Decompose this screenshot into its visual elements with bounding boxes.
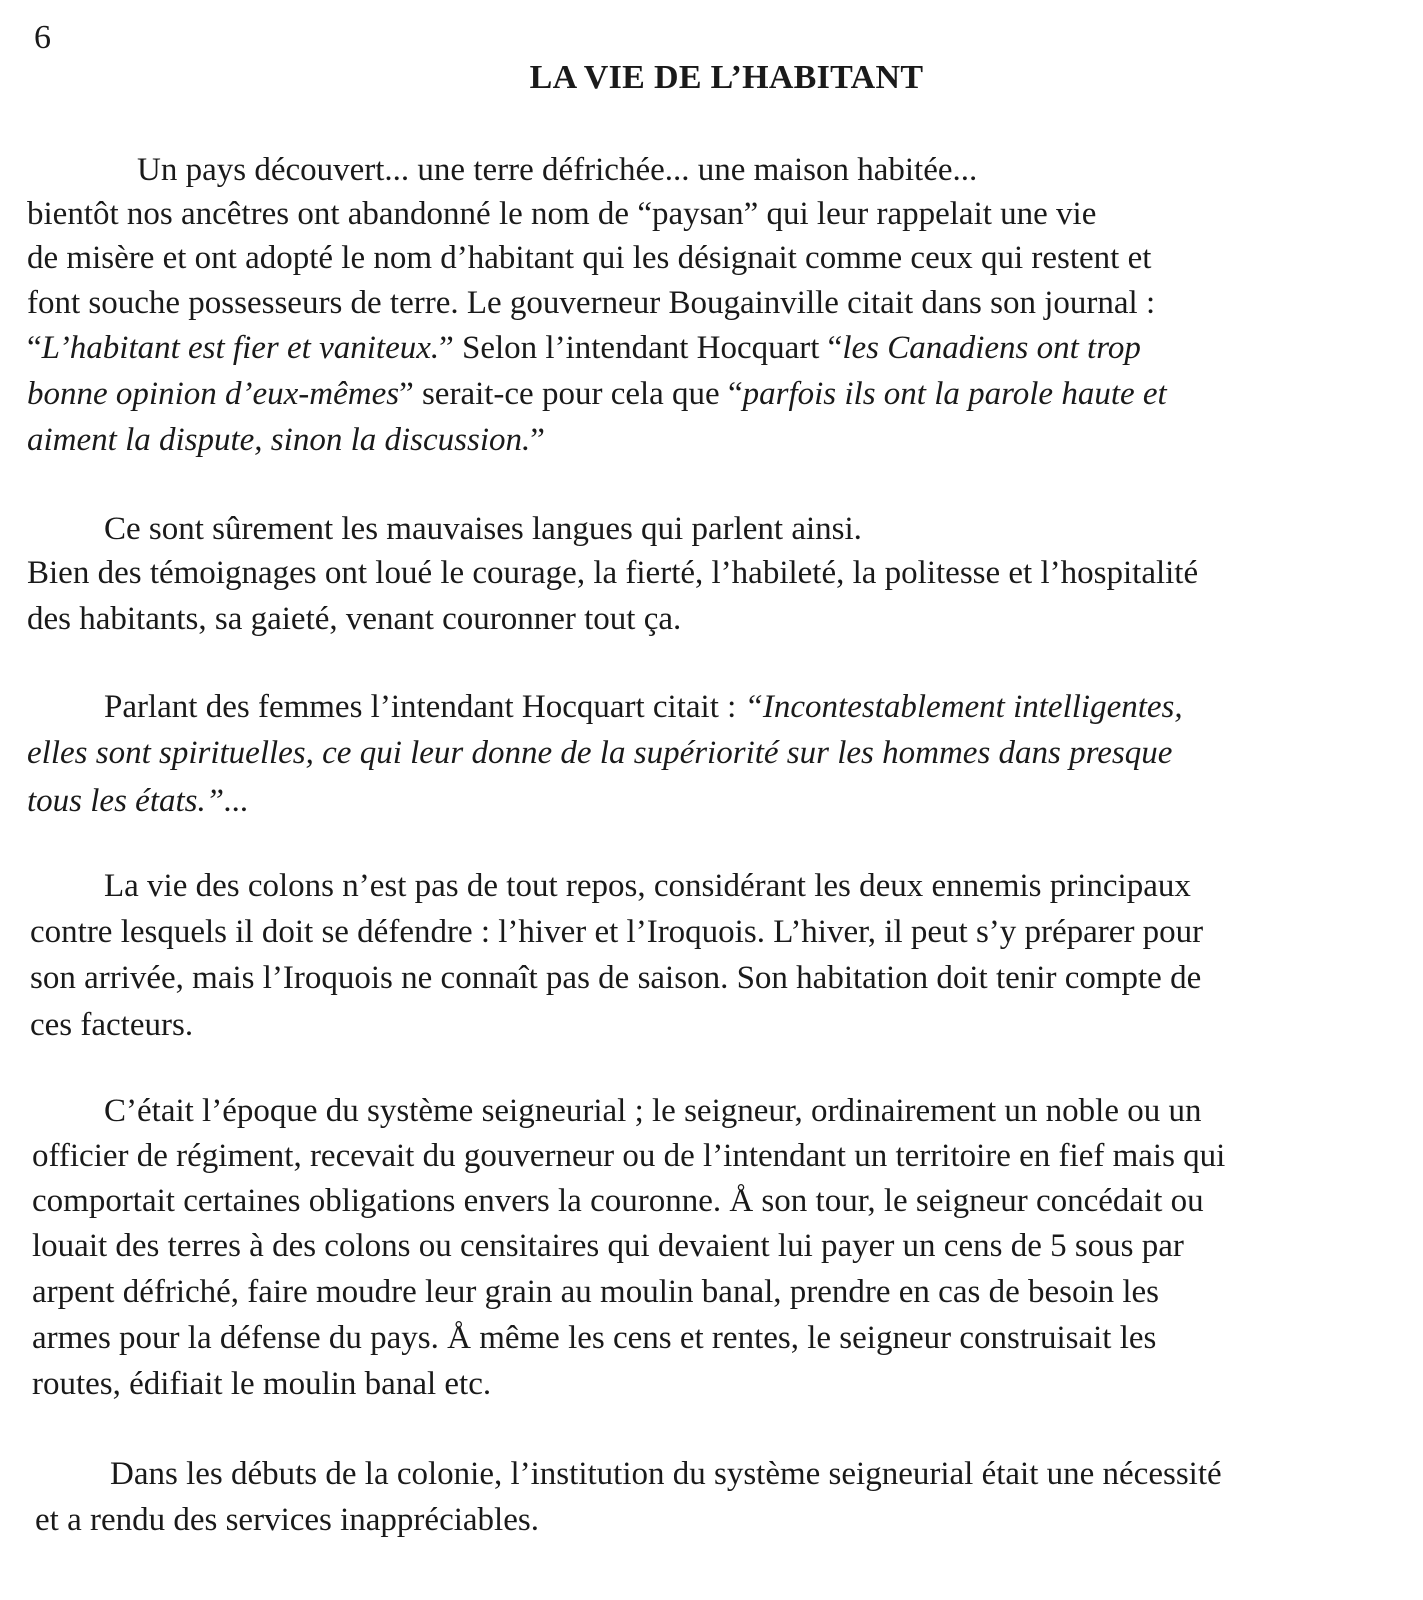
text-line: louait des terres à des colons ou censitaires qui devaient lui payer un cens de 5 sous par	[32, 1228, 1184, 1264]
text-line	[27, 731, 1172, 775]
quote-italic: les Canadiens ont trop	[842, 330, 1141, 366]
quote-mark: “	[27, 330, 42, 366]
text-line	[27, 372, 1167, 416]
text-line: Dans les débuts de la colonie, l’institution du système seigneurial était une nécessité	[110, 1456, 1222, 1492]
text-line: comportait certaines obligations envers la couronne. Å son tour, le seigneur concédait ou	[32, 1183, 1204, 1219]
text-line: bientôt nos ancêtres ont abandonné le nom de “paysan” qui leur rappelait une vie	[27, 196, 1097, 232]
text-line: son arrivée, mais l’Iroquois ne connaît pas de saison. Son habitation doit tenir compte de	[30, 960, 1202, 996]
text-line: et a rendu des services inappréciables.	[35, 1502, 539, 1538]
text-span: ” Selon l’intendant Hocquart “	[439, 330, 843, 366]
text-line: font souche possesseurs de terre. Le gouverneur Bougainville citait dans son journal :	[27, 285, 1156, 321]
quote-mark: ”	[530, 422, 545, 458]
quote-italic: L’habitant est fier et vaniteux.	[41, 330, 440, 366]
text-line: contre lesquels il doit se défendre : l’hiver et l’Iroquois. L’hiver, il peut s’y préparer pour	[30, 914, 1204, 950]
text-line: Bien des témoignages ont loué le courage, la fierté, l’habileté, la politesse et l’hospitalité	[27, 555, 1199, 591]
text-line	[104, 685, 1183, 729]
text-span: ” serait-ce pour cela que “	[399, 376, 743, 412]
quote-italic: elles sont spirituelles, ce qui leur donne de la supériorité sur les hommes dans presque	[27, 735, 1173, 771]
text-line: La vie des colons n’est pas de tout repos, considérant les deux ennemis principaux	[104, 868, 1191, 904]
text-line: Un pays découvert... une terre défrichée... une maison habitée...	[137, 152, 978, 188]
quote-italic: “Incontestablement intelligentes,	[744, 689, 1183, 725]
text-line: des habitants, sa gaieté, venant couronner tout ça.	[27, 601, 682, 637]
quote-italic: tous les états.”...	[27, 783, 249, 819]
text-line: de misère et ont adopté le nom d’habitant qui les désignait comme ceux qui restent et	[27, 240, 1152, 276]
text-line	[27, 326, 1141, 370]
text-span: Parlant des femmes l’intendant Hocquart citait :	[104, 689, 745, 725]
text-line	[27, 779, 249, 823]
text-line: routes, édifiait le moulin banal etc.	[32, 1366, 492, 1402]
text-line: Ce sont sûrement les mauvaises langues qui parlent ainsi.	[104, 511, 862, 547]
text-line: ces facteurs.	[30, 1007, 194, 1043]
text-line	[27, 418, 545, 462]
page-number: 6	[34, 19, 51, 56]
page-title: LA VIE DE L’HABITANT	[529, 59, 924, 96]
quote-italic: bonne opinion d’eux-mêmes	[27, 376, 400, 412]
text-line: arpent défriché, faire moudre leur grain au moulin banal, prendre en cas de besoin les	[32, 1274, 1160, 1310]
text-line: C’était l’époque du système seigneurial ; le seigneur, ordinairement un noble ou un	[104, 1093, 1202, 1129]
text-line: armes pour la défense du pays. Å même les cens et rentes, le seigneur construisait les	[32, 1320, 1157, 1356]
quote-italic: parfois ils ont la parole haute et	[742, 376, 1167, 412]
quote-italic: aiment la dispute, sinon la discussion.	[27, 422, 531, 458]
text-line: officier de régiment, recevait du gouverneur ou de l’intendant un territoire en fief mais qui	[32, 1138, 1226, 1174]
